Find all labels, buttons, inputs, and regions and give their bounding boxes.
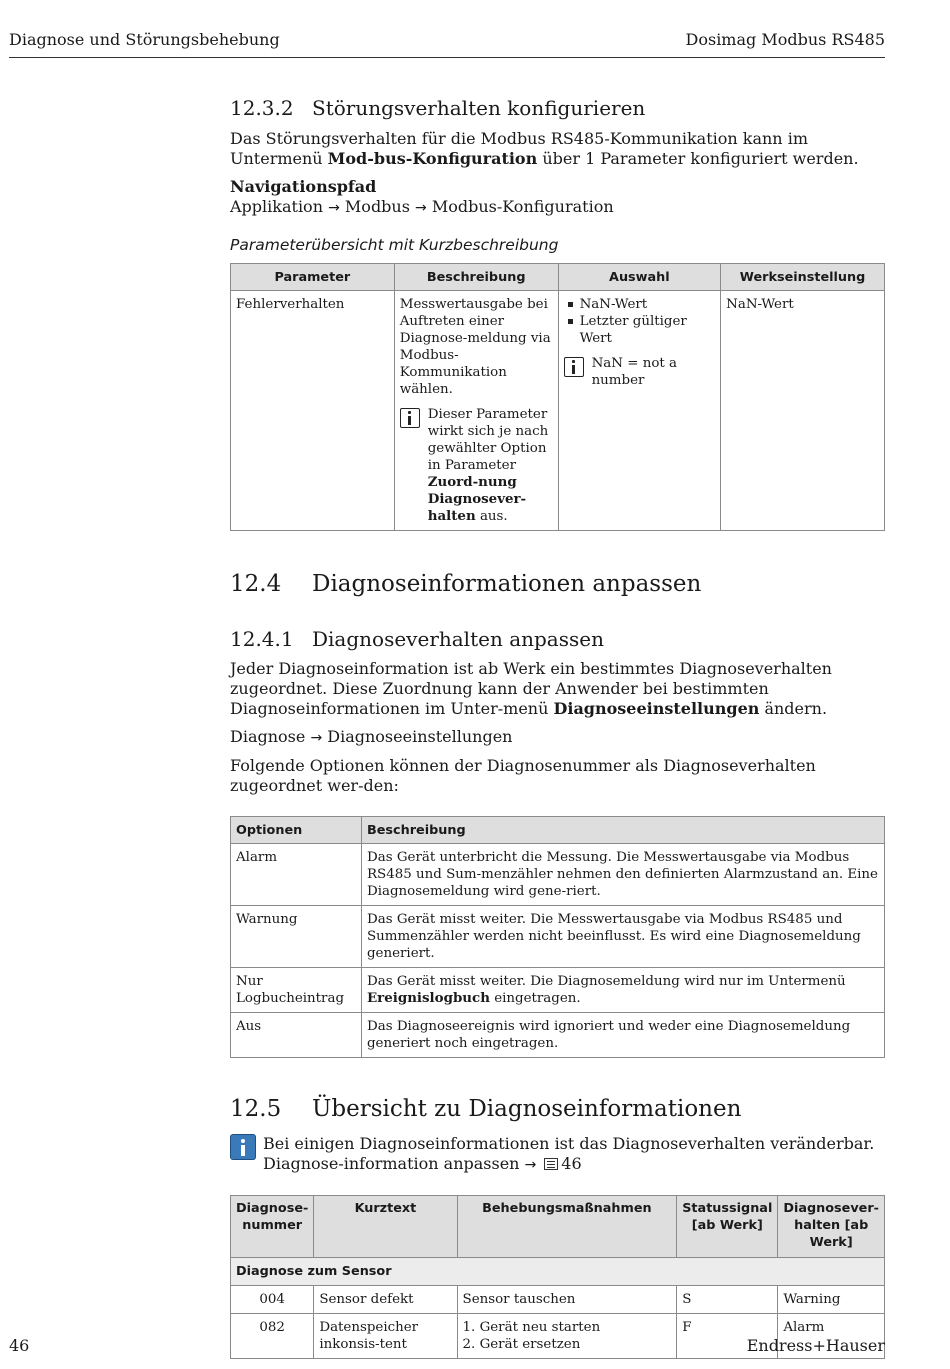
note: [400, 406, 553, 525]
note-text: [263, 1134, 885, 1175]
table-row: [231, 1013, 885, 1058]
table-header: Diagnosever-halten [ab Werk]: [778, 1196, 885, 1258]
section-number: 12.4: [230, 571, 282, 597]
description-cell: Das Gerät misst weiter. Die Messwertausgabe via Modbus RS485 und Summenzähler werden nicht beeinflusst. Es wird eine Diagnosemeldung generiert.: [361, 906, 884, 968]
option-cell: Warnung: [231, 906, 362, 968]
heading-12-5: [230, 1096, 885, 1122]
paragraph-intro: [230, 129, 885, 169]
text: Dieser Parameter wirkt sich je nach gewählter Option in Parameter: [427, 407, 549, 473]
options-table: [230, 816, 885, 1058]
text: aus.: [475, 509, 508, 524]
status-signal: S: [677, 1286, 778, 1314]
brand-name: Endress+Hauser: [746, 1336, 885, 1355]
section-title: Diagnoseinformationen anpassen: [312, 571, 702, 597]
header-product-name: Dosimag Modbus RS485: [685, 30, 885, 49]
table-caption: Parameterübersicht mit Kurzbeschreibung: [230, 236, 559, 254]
note: [564, 355, 716, 389]
page-number: 46: [9, 1336, 30, 1355]
description-cell: [394, 291, 558, 531]
nav-path: [230, 197, 885, 218]
table-header: Behebungsmaßnahmen: [457, 1196, 677, 1258]
info-note: [230, 1134, 885, 1175]
table-header: Parameter: [231, 264, 395, 291]
info-icon: [230, 1134, 256, 1160]
text: Das Störungsverhalten für die Modbus RS485-Kommunikation kann im Untermenü: [230, 129, 808, 168]
table-row: [231, 291, 885, 531]
description-cell: Das Gerät unterbricht die Messung. Die Messwertausgabe via Modbus RS485 und Sum-menzähler nehmen den definierten Alarmzustand an. Eine Diagnosemeldung wird gene-riert.: [361, 844, 884, 906]
bullet-icon: [568, 319, 573, 324]
nav-step: Modbus-Konfiguration: [431, 197, 614, 216]
diagnostics-table: [230, 1195, 885, 1359]
text: Bei einigen Diagnoseinformationen ist das Diagnoseverhalten veränderbar. Diagnose-information anpassen: [263, 1134, 875, 1173]
param-cell: Fehlerverhalten: [231, 291, 395, 531]
header-chapter-title: Diagnose und Störungsbehebung: [9, 30, 280, 49]
remedy: [457, 1314, 677, 1359]
arrow-right-icon: →: [415, 200, 427, 216]
note-text: [428, 406, 553, 525]
table-header-row: [231, 817, 885, 844]
group-label: Diagnose zum Sensor: [231, 1258, 885, 1286]
options-cell: [558, 291, 721, 531]
paragraph: Folgende Optionen können der Diagnosenummer als Diagnoseverhalten zugeordnet wer-den:: [230, 756, 816, 795]
text: ändern.: [759, 699, 828, 718]
table-header: Beschreibung: [361, 817, 884, 844]
section-title: Diagnoseverhalten anpassen: [312, 627, 604, 651]
table-header: Diagnose-nummer: [231, 1196, 314, 1258]
nav-step: Diagnose: [230, 727, 306, 746]
nav-step: Modbus: [344, 197, 410, 216]
option-cell: Alarm: [231, 844, 362, 906]
text: über 1 Parameter konfiguriert werden.: [537, 149, 859, 168]
page-header: [9, 30, 885, 58]
table-header: Beschreibung: [394, 264, 558, 291]
heading-12-4: [230, 571, 885, 597]
option-text: Letzter gültiger Wert: [579, 314, 687, 346]
table-row: [231, 1286, 885, 1314]
table-group-row: [231, 1258, 885, 1286]
section-number: 12.3.2: [230, 96, 294, 120]
table-header-row: [231, 264, 885, 291]
text: eingetragen.: [489, 991, 581, 1006]
diag-number: 004: [231, 1286, 314, 1314]
short-text: Datenspeicher inkonsis-tent: [314, 1314, 457, 1359]
description-text: Messwertausgabe bei Auftreten einer Diagnose-meldung via Modbus-Kommunikation wählen.: [399, 297, 551, 397]
default-cell: NaN-Wert: [721, 291, 885, 531]
table-header: Optionen: [231, 817, 362, 844]
remedy: Sensor tauschen: [457, 1286, 677, 1314]
heading-12-4-1: [230, 627, 885, 651]
diag-number: 082: [231, 1314, 314, 1359]
remedy-step: 1. Gerät neu starten: [462, 1320, 601, 1335]
page-reference-icon: [544, 1158, 558, 1170]
description-cell: Das Diagnoseereignis wird ignoriert und weder eine Diagnosemeldung generiert noch eingetragen.: [361, 1013, 884, 1058]
section-title: Störungsverhalten konfigurieren: [312, 96, 646, 120]
option-text: NaN-Wert: [579, 297, 648, 312]
option-cell: Nur Logbucheintrag: [231, 968, 362, 1013]
nav-step: Diagnoseeinstellungen: [327, 727, 513, 746]
info-icon: [564, 357, 584, 377]
page-reference[interactable]: 46: [561, 1154, 582, 1173]
description-cell: [361, 968, 884, 1013]
short-text: Sensor defekt: [314, 1286, 457, 1314]
table-row: [231, 906, 885, 968]
option-cell: Aus: [231, 1013, 362, 1058]
text: Das Gerät misst weiter. Die Diagnosemeldung wird nur im Untermenü: [366, 974, 846, 989]
submenu-name: Ereignislogbuch: [366, 990, 490, 1006]
table-row: [231, 844, 885, 906]
diag-behavior: Warning: [778, 1286, 885, 1314]
nav-step: Applikation: [230, 197, 323, 216]
status-signal: F: [677, 1314, 778, 1359]
table-header: Kurztext: [314, 1196, 457, 1258]
submenu-name: Mod-bus-Konfiguration: [327, 149, 538, 168]
text: Jeder Diagnoseinformation ist ab Werk ein bestimmtes Diagnoseverhalten zugeordnet. Diese Zuordnung kann der Anwender bei bestimmten Diagnoseinformationen im Unter-menü: [230, 659, 832, 718]
note-text: NaN = not a number: [591, 356, 678, 388]
arrow-right-icon: →: [310, 730, 323, 746]
arrow-right-icon: →: [328, 200, 340, 216]
info-icon: [400, 408, 420, 428]
table-header: Werkseinstellung: [721, 264, 885, 291]
arrow-right-icon: →: [524, 1157, 537, 1173]
parameter-name: Zuord-nung Diagnosever-halten: [427, 474, 527, 524]
remedy-step: 2. Gerät ersetzen: [462, 1337, 581, 1352]
parameter-table: [230, 263, 885, 531]
section-number: 12.4.1: [230, 627, 294, 651]
bullet-icon: [568, 302, 573, 307]
nav-path-label: Navigationspfad: [230, 177, 377, 196]
list-item: [564, 313, 716, 347]
section-number: 12.5: [230, 1096, 282, 1122]
paragraph: [230, 659, 885, 719]
list-item: [564, 296, 716, 313]
nav-path: [230, 727, 885, 748]
page-content: [230, 96, 885, 1359]
submenu-name: Diagnoseeinstellungen: [553, 699, 760, 718]
diag-behavior: Alarm: [778, 1314, 885, 1359]
table-header: Auswahl: [558, 264, 721, 291]
table-row: [231, 968, 885, 1013]
table-header: Statussignal [ab Werk]: [677, 1196, 778, 1258]
heading-12-3-2: [230, 96, 885, 120]
section-title: Übersicht zu Diagnoseinformationen: [312, 1096, 742, 1122]
table-header-row: [231, 1196, 885, 1258]
